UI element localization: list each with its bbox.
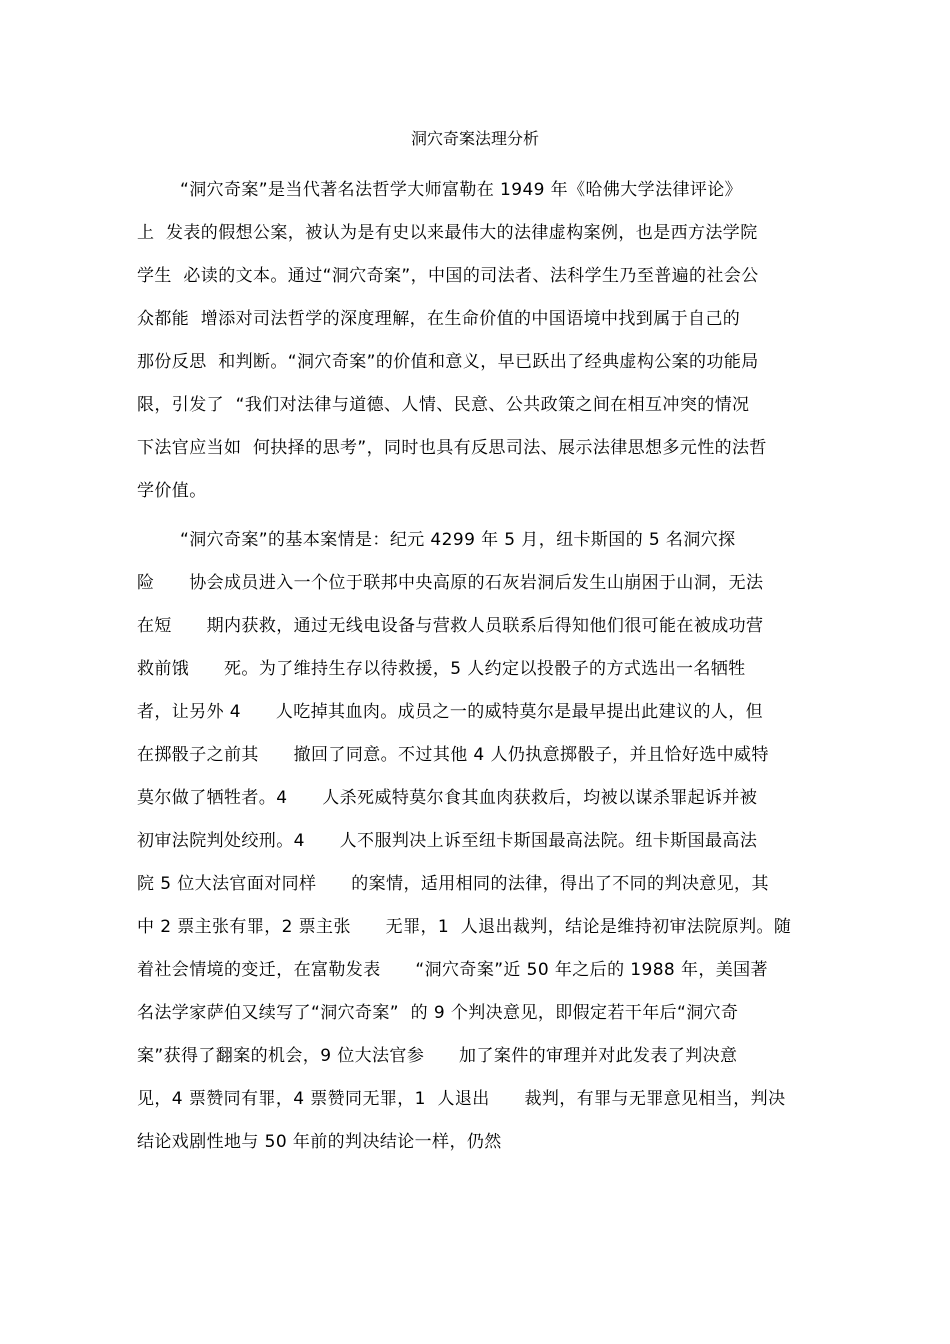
paragraph-2-line: “洞穴奇案”的基本案情是：纪元 4299 年 5 月，纽卡斯国的 5 名洞穴探 (180, 530, 736, 550)
paragraph-2-line: 初审法院判处绞刑。4 人不服判决上诉至纽卡斯国最高法院。纽卡斯国最高法 (137, 831, 758, 851)
paragraph-2-line: 案”获得了翻案的机会，9 位大法官参 加了案件的审理并对此发表了判决意 (137, 1046, 738, 1066)
paragraph-2-line: 院 5 位大法官面对同样 的案情，适用相同的法律，得出了不同的判决意见，其 (137, 874, 769, 894)
paragraph-1-line: 下法官应当如 何抉择的思考”，同时也具有反思司法、展示法律思想多元性的法哲 (137, 438, 767, 458)
paragraph-2-line: 在掷骰子之前其 撤回了同意。不过其他 4 人仍执意掷骰子，并且恰好选中威特 (137, 745, 769, 765)
document-title: 洞穴奇案法理分析 (410, 129, 539, 148)
paragraph-2-line: 中 2 票主张有罪，2 票主张 无罪，1 人退出裁判，结论是维持初审法院原判。随 (137, 917, 792, 937)
paragraph-2-line: 者，让另外 4 人吃掉其血肉。成员之一的威特莫尔是最早提出此建议的人，但 (137, 702, 764, 722)
paragraph-2-line: 结论戏剧性地与 50 年前的判决结论一样，仍然 (137, 1132, 502, 1152)
paragraph-2-line: 名法学家萨伯又续写了“洞穴奇案” 的 9 个判决意见，即假定若干年后“洞穴奇 (137, 1003, 739, 1023)
paragraph-2-line: 见，4 票赞同有罪，4 票赞同无罪，1 人退出 裁判，有罪与无罪意见相当，判决 (137, 1089, 786, 1109)
paragraph-2-line: 救前饿 死。为了维持生存以待救援，5 人约定以投骰子的方式选出一名牺牲 (137, 659, 746, 679)
paragraph-2-line: 在短 期内获救，通过无线电设备与营救人员联系后得知他们很可能在被成功营 (137, 616, 764, 636)
paragraph-1-line: 学生 必读的文本。通过“洞穴奇案”，中国的司法者、法科学生乃至普遍的社会公 (137, 266, 759, 286)
paragraph-1-line: 那份反思 和判断。“洞穴奇案”的价值和意义，早已跃出了经典虚构公案的功能局 (137, 352, 759, 372)
paragraph-2-line: 着社会情境的变迁，在富勒发表 “洞穴奇案”近 50 年之后的 1988 年，美国著 (137, 960, 768, 980)
paragraph-1-line: 众都能 增添对司法哲学的深度理解，在生命价值的中国语境中找到属于自己的 (137, 309, 741, 329)
paragraph-1-line: 上 发表的假想公案，被认为是有史以来最伟大的法律虚构案例，也是西方法学院 (137, 223, 758, 243)
paragraph-2-line: 莫尔做了牺牲者。4 人杀死威特莫尔食其血肉获救后，均被以谋杀罪起诉并被 (137, 788, 758, 808)
paragraph-1-line: 限，引发了 “我们对法律与道德、人情、民意、公共政策之间在相互冲突的情况 (137, 395, 750, 415)
paragraph-1-line: 学价值。 (137, 481, 207, 501)
paragraph-2-line: 险 协会成员进入一个位于联邦中央高原的石灰岩洞后发生山崩困于山洞，无法 (137, 573, 764, 593)
paragraph-1-line: “洞穴奇案”是当代著名法哲学大师富勒在 1949 年《哈佛大学法律评论》 (180, 180, 743, 200)
